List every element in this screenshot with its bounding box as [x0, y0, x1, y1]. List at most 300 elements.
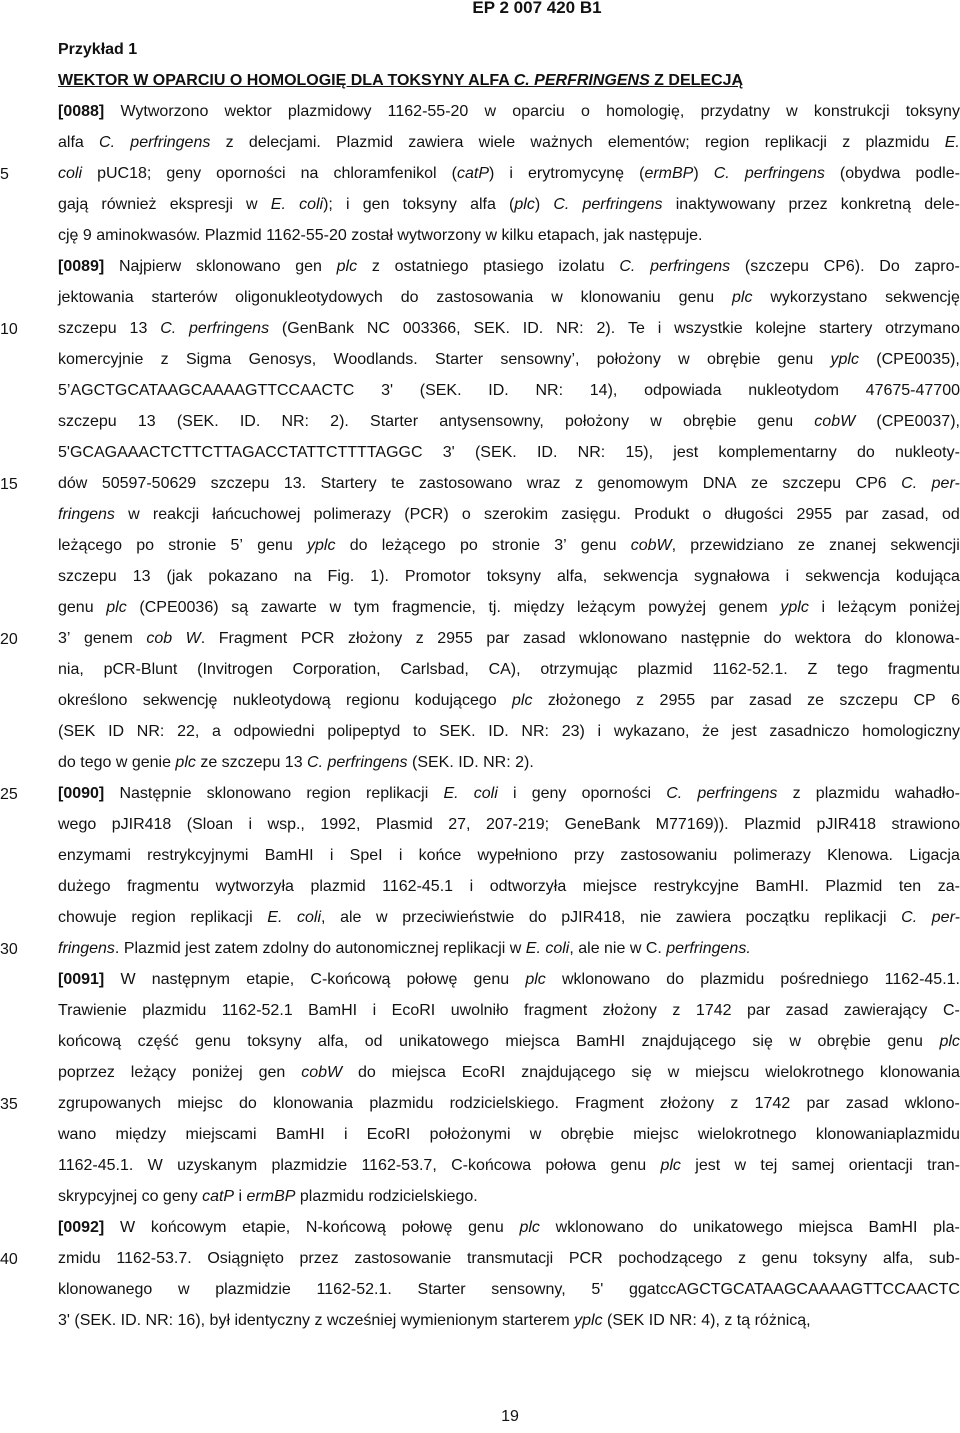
text-run: reakcji: [152, 506, 200, 523]
text-run: sklonowano: [206, 785, 292, 802]
text-run: złożony: [347, 630, 403, 647]
text-run: [0090]: [58, 785, 105, 802]
word: [951, 685, 960, 716]
text-run: obrębie: [682, 413, 737, 430]
word: [102, 468, 196, 499]
text-run: konstrukcji: [813, 103, 890, 120]
word: [732, 282, 752, 313]
word: [530, 1119, 542, 1150]
word: [681, 623, 750, 654]
word: [696, 995, 732, 1026]
text-run: perfringens.: [666, 940, 751, 957]
word: [58, 871, 111, 902]
text-run: w: [650, 413, 662, 430]
word: [487, 561, 541, 592]
text-run: cobW: [630, 537, 672, 554]
text-run: połowę: [401, 1219, 453, 1236]
word: [222, 995, 293, 1026]
text-run: miejscami: [185, 1126, 257, 1143]
word: [939, 1026, 959, 1057]
word: [883, 1243, 913, 1274]
text-run: i: [597, 723, 602, 740]
word: [849, 1150, 913, 1181]
word: [370, 406, 418, 437]
text-run: par: [747, 1002, 771, 1019]
word: [637, 654, 692, 685]
word: [462, 1057, 506, 1088]
text-run: yplc: [780, 599, 809, 616]
word: [404, 499, 448, 530]
text-run: na: [293, 568, 312, 585]
text-run: W: [147, 1157, 163, 1174]
text-run: alfa,: [317, 1033, 349, 1050]
word: [293, 654, 381, 685]
text-run: CP6: [855, 475, 887, 492]
text-run: genu: [468, 1219, 504, 1236]
word: [486, 623, 509, 654]
text-run: między: [115, 1126, 167, 1143]
text-run: 27,: [448, 816, 471, 833]
text-line: [58, 964, 960, 995]
text-run: poniżej: [909, 599, 960, 616]
text-run: końcową: [58, 1033, 122, 1050]
text-run: Trawienie: [58, 1002, 127, 1019]
text-run: plazmidzie: [215, 1281, 291, 1298]
text-line: [58, 1088, 960, 1119]
word: [838, 592, 897, 623]
word: [748, 375, 839, 406]
word: [650, 406, 662, 437]
word: [367, 313, 390, 344]
text-run: po: [136, 537, 155, 554]
word: [842, 127, 850, 158]
text-run: restrykcyjne: [653, 878, 739, 895]
text-run: 6: [951, 692, 960, 709]
text-line: [58, 499, 960, 530]
word: [640, 902, 661, 933]
text-line: [58, 468, 960, 499]
text-run: między: [513, 599, 565, 616]
text-run: 3' (SEK. ID. NR: 16), był identyczny z wcześniej wymienionym starterem: [58, 1312, 575, 1329]
word: [58, 251, 104, 282]
text-run: plc: [525, 971, 546, 988]
text-run: (: [639, 165, 645, 182]
word: [694, 561, 770, 592]
word: [548, 685, 621, 716]
word: [591, 1274, 603, 1305]
word: [195, 1026, 231, 1057]
text-run: klonowania: [879, 1064, 960, 1081]
word: [579, 623, 667, 654]
text-run: [0091]: [58, 971, 105, 988]
text-run: perfringens: [697, 785, 778, 802]
word: [333, 158, 436, 189]
text-run: zastosowaniu: [620, 847, 718, 864]
text-run: zgrupowanych: [58, 1095, 162, 1112]
word: [470, 189, 496, 220]
word: [780, 964, 868, 995]
text-run: 1162-53.7,: [361, 1157, 437, 1174]
text-run: ze szczepu 13: [195, 754, 308, 771]
text-run: (PCR): [404, 506, 449, 523]
word: [167, 561, 193, 592]
text-run: powyżej: [648, 599, 707, 616]
text-run: genu: [777, 351, 814, 368]
word: [639, 158, 699, 189]
word: [297, 902, 325, 933]
word: [120, 964, 135, 995]
text-run: 13: [132, 568, 151, 585]
word: [574, 840, 604, 871]
word: [553, 189, 569, 220]
text-run: Starter: [435, 351, 484, 368]
word: [408, 127, 463, 158]
word: [807, 654, 817, 685]
text-run: następnie: [680, 630, 751, 647]
word: [84, 623, 133, 654]
word: [705, 127, 749, 158]
word: [58, 716, 95, 747]
word: [765, 127, 827, 158]
word: [569, 1243, 603, 1274]
text-run: NR:: [281, 413, 309, 430]
text-run: genu: [473, 971, 510, 988]
text-line: [58, 902, 960, 933]
text-run: polimerazy: [733, 847, 811, 864]
text-run: 1992,: [320, 816, 361, 833]
text-run: E.: [944, 134, 960, 151]
text-run: 2955: [796, 506, 833, 523]
word: [819, 313, 872, 344]
word: [301, 623, 335, 654]
text-run: polipeptyd: [327, 723, 401, 740]
text-run: Następnie: [119, 785, 192, 802]
word: [701, 96, 770, 127]
text-run: region: [704, 134, 750, 151]
text-run: na: [300, 165, 319, 182]
text-run: zawierający: [843, 1002, 928, 1019]
text-run: Produkt: [634, 506, 690, 523]
word: [619, 251, 635, 282]
word: [170, 189, 233, 220]
text-run: C.: [901, 475, 918, 492]
text-line: [58, 127, 960, 158]
word: [58, 282, 134, 313]
text-run: miejsc: [633, 1126, 679, 1143]
word: [373, 995, 377, 1026]
word: [702, 716, 719, 747]
word: [330, 406, 349, 437]
word: [561, 902, 625, 933]
word: [317, 1274, 392, 1305]
word: [376, 809, 433, 840]
word: [718, 437, 836, 468]
word: [805, 561, 880, 592]
text-run: plazmidu: [142, 1002, 207, 1019]
word: [346, 189, 350, 220]
word: [307, 530, 335, 561]
word: [399, 840, 403, 871]
word: [148, 1150, 163, 1181]
word: [116, 1243, 191, 1274]
word: [744, 809, 801, 840]
text-run: położonymi: [429, 1126, 511, 1143]
text-run: szerokim: [484, 506, 549, 523]
text-run: NR:: [521, 723, 549, 740]
text-run: ważnych: [530, 134, 593, 151]
text-run: tj.: [488, 599, 501, 616]
text-run: plazmid: [310, 878, 366, 895]
text-run: ten: [898, 878, 922, 895]
text-run: C.: [713, 165, 730, 182]
text-run: NR:: [577, 444, 606, 461]
word: [822, 592, 826, 623]
text-run: gen: [362, 196, 390, 213]
text-run: 13.: [283, 475, 307, 492]
text-run: leżącym: [837, 599, 897, 616]
text-run: EcoRI: [391, 1002, 436, 1019]
text-run: par: [806, 1095, 830, 1112]
text-run: 1162-52.1.: [712, 661, 788, 678]
text-run: łańcuchowej: [212, 506, 301, 523]
text-run: ale: [340, 909, 362, 926]
word: [683, 406, 736, 437]
text-run: nia,: [58, 661, 84, 678]
word: [839, 685, 898, 716]
text-run: to: [413, 723, 427, 740]
text-run: ostatniego: [394, 258, 469, 275]
text-run: następnym: [151, 971, 230, 988]
text-run: zasad: [522, 630, 566, 647]
word: [856, 468, 887, 499]
text-run: wektor: [224, 103, 272, 120]
word: [340, 902, 361, 933]
word: [246, 964, 294, 995]
text-run: (CPE0037),: [876, 413, 960, 430]
word: [478, 840, 558, 871]
word: [168, 530, 216, 561]
word: [299, 189, 333, 220]
text-run: fringens: [58, 940, 115, 957]
text-run: jest: [695, 1157, 721, 1174]
word: [284, 468, 306, 499]
text-run: przewidziano: [690, 537, 784, 554]
word: [259, 1057, 286, 1088]
word: [460, 530, 478, 561]
word: [864, 623, 882, 654]
text-run: pJIR418: [111, 816, 172, 833]
word: [932, 902, 960, 933]
text-line: [58, 1274, 960, 1305]
word: [909, 840, 960, 871]
word: [762, 1243, 798, 1274]
text-run: wykazano,: [613, 723, 690, 740]
word: [565, 406, 629, 437]
text-run: zastosowania: [436, 289, 534, 306]
word: [658, 313, 662, 344]
word: [475, 437, 517, 468]
text-run: w: [484, 103, 497, 120]
text-line: [58, 189, 960, 220]
word: [470, 871, 474, 902]
text-run: perfringens: [744, 165, 825, 182]
text-run: Fragment: [575, 1095, 644, 1112]
text-run: Do: [879, 258, 900, 275]
text-run: pochodzącego: [618, 1250, 723, 1267]
text-line: [58, 375, 960, 406]
text-run: ID.: [536, 444, 558, 461]
word: [484, 499, 548, 530]
text-line: [58, 654, 960, 685]
text-run: z: [225, 134, 234, 151]
text-line: [58, 1057, 960, 1088]
text-run: do: [238, 1095, 257, 1112]
text-run: Corporation,: [292, 661, 381, 678]
text-run: genu: [58, 599, 94, 616]
word: [513, 778, 517, 809]
word: [537, 437, 557, 468]
word: [372, 251, 380, 282]
text-run: Plasmid: [375, 816, 433, 833]
text-run: nukleoty-: [894, 444, 960, 461]
text-line: [58, 313, 960, 344]
text-run: do: [357, 1064, 376, 1081]
word: [745, 251, 809, 282]
text-run: pJIR418: [816, 816, 877, 833]
word: [523, 623, 566, 654]
text-run: pCR-Blunt: [103, 661, 178, 678]
word: [932, 468, 960, 499]
text-run: zawiera: [675, 909, 732, 926]
text-run: replikacji: [764, 134, 827, 151]
word: [479, 127, 515, 158]
text-run: 1162-55-20: [387, 103, 469, 120]
word: [58, 902, 117, 933]
text-run: dele-: [924, 196, 960, 213]
word: [137, 716, 165, 747]
line-number: 30: [0, 941, 18, 958]
word: [58, 592, 94, 623]
word: [862, 716, 960, 747]
text-line: [58, 344, 960, 375]
text-run: w: [128, 506, 140, 523]
word: [242, 1212, 290, 1243]
word: [177, 1088, 222, 1119]
text-run: leżącym: [576, 599, 636, 616]
text-run: PCR: [300, 630, 335, 647]
word: [381, 375, 393, 406]
text-run: plazmidu: [815, 785, 880, 802]
word: [892, 809, 960, 840]
word: [310, 964, 390, 995]
text-run: zastosowano: [418, 475, 513, 492]
text-run: w: [329, 599, 342, 616]
word: [392, 995, 436, 1026]
text-run: sygnałowa: [693, 568, 770, 585]
word: [488, 592, 500, 623]
text-run: klonowaniaplazmidu: [815, 1126, 960, 1143]
word: [401, 282, 419, 313]
text-run: od: [364, 1033, 383, 1050]
text-run: wszystkie: [674, 320, 743, 337]
word: [795, 623, 851, 654]
word: [825, 871, 882, 902]
text-run: znajdującego: [521, 1064, 616, 1081]
word: [139, 592, 218, 623]
word: [418, 1274, 466, 1305]
word: [756, 871, 809, 902]
word: [702, 499, 711, 530]
text-run: miejsca: [391, 1064, 446, 1081]
word: [58, 189, 88, 220]
text-run: szczepu: [210, 475, 270, 492]
text-run: SEK.: [439, 723, 476, 740]
text-run: do: [400, 289, 419, 306]
word: [500, 344, 579, 375]
text-run: a: [212, 723, 221, 740]
text-line: [58, 437, 960, 468]
doc-number: EP 2 007 420 B1: [472, 0, 602, 17]
text-run: do: [528, 909, 547, 926]
word: [879, 251, 899, 282]
text-run: odtworzyła: [489, 878, 567, 895]
word: [633, 1119, 678, 1150]
text-run: 1742: [695, 1002, 732, 1019]
text-run: genu: [757, 413, 794, 430]
text-run: yplc: [574, 1312, 603, 1329]
text-line: [58, 282, 960, 313]
text-run: Plazmid: [336, 134, 394, 151]
word: [869, 1212, 918, 1243]
word: [730, 1088, 738, 1119]
text-run: E.: [443, 785, 459, 802]
word: [642, 1026, 736, 1057]
word: [924, 189, 960, 220]
word: [361, 1150, 436, 1181]
text-run: 2).: [596, 320, 616, 337]
text-run: poprzez: [58, 1064, 115, 1081]
word: [186, 623, 206, 654]
text-line: [58, 1212, 960, 1243]
text-run: WEKTOR W OPARCIU O HOMOLOGIĘ DLA TOKSYNY ALFA: [58, 72, 514, 89]
word: [885, 964, 960, 995]
text-run: geny: [166, 165, 202, 182]
word: [769, 716, 849, 747]
text-run: (SEK.: [176, 413, 219, 430]
word: [152, 964, 230, 995]
text-run: ID: [108, 723, 125, 740]
word: [212, 716, 221, 747]
text-run: sub-: [928, 1250, 960, 1267]
text-line: [58, 220, 702, 251]
word: [914, 251, 959, 282]
word: [337, 251, 357, 282]
word: [133, 561, 151, 592]
text-line: [58, 933, 751, 964]
text-run: złożony: [602, 1002, 657, 1019]
word: [106, 592, 126, 623]
text-run: miejsca: [505, 1033, 560, 1050]
word: [249, 809, 253, 840]
word: [58, 1088, 161, 1119]
word: [101, 189, 156, 220]
text-run: C-końcowa: [451, 1157, 532, 1174]
word: [814, 406, 855, 437]
text-run: zasięgu.: [561, 506, 621, 523]
word: [282, 313, 354, 344]
text-run: Klenowa.: [827, 847, 893, 864]
word: [130, 127, 210, 158]
